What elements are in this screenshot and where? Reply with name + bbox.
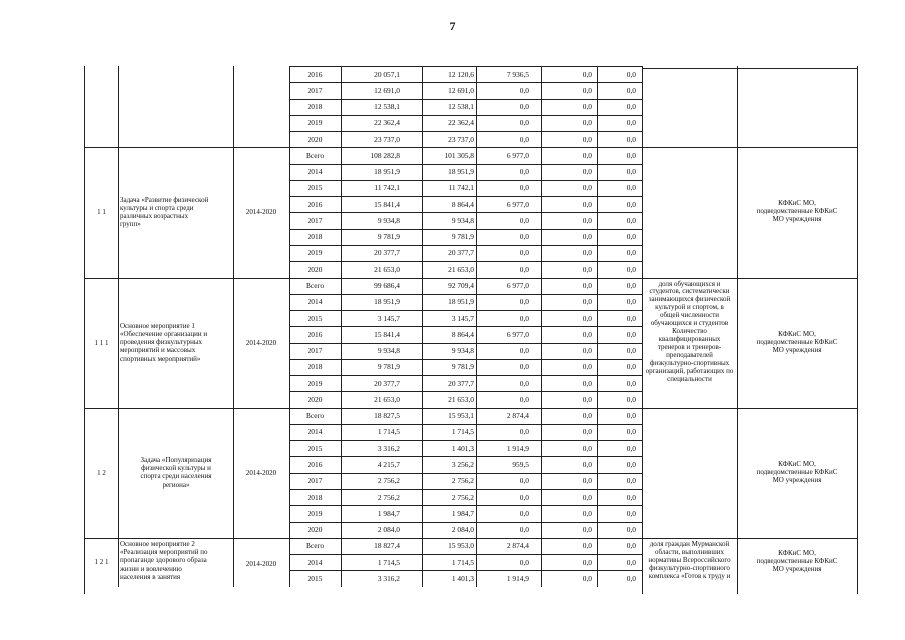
cell-regional: 22 362,4 <box>448 118 474 128</box>
row-divider <box>289 554 642 555</box>
row-divider <box>289 359 642 360</box>
cell-federal: 959,5 <box>512 459 529 469</box>
cell-total: 1 984,7 <box>377 508 400 518</box>
cell-federal: 6 977,0 <box>506 199 529 209</box>
cell-regional: 8 864,4 <box>451 199 474 209</box>
row-divider <box>289 522 642 523</box>
cell-year: 2016 <box>307 329 323 339</box>
cell-total: 3 145,7 <box>377 313 400 323</box>
cell-year: 2019 <box>307 508 323 518</box>
row-divider <box>289 424 642 425</box>
cell-other: 0,0 <box>626 150 636 160</box>
cell-other: 0,0 <box>626 427 636 437</box>
row-divider <box>289 294 642 295</box>
cell-year: 2017 <box>307 476 323 486</box>
cell-local: 0,0 <box>582 215 592 225</box>
cell-local: 0,0 <box>582 167 592 177</box>
cell-regional: 21 653,0 <box>448 394 474 404</box>
cell-regional: 23 737,0 <box>448 134 474 144</box>
cell-other: 0,0 <box>626 69 636 79</box>
cell-federal: 6 977,0 <box>506 329 529 339</box>
cell-regional: 9 781,9 <box>451 362 474 372</box>
column-divider <box>118 538 119 587</box>
cell-year: 2020 <box>307 134 323 144</box>
cell-year: 2019 <box>307 378 323 388</box>
cell-year: 2014 <box>307 427 323 437</box>
row-divider <box>289 489 642 490</box>
cell-year: 2015 <box>307 313 323 323</box>
cell-total: 1 714,5 <box>377 427 400 437</box>
cell-local: 0,0 <box>582 427 592 437</box>
cell-local: 0,0 <box>582 362 592 372</box>
cell-total: 4 215,7 <box>377 459 400 469</box>
row-divider <box>289 326 642 327</box>
cell-total: 18 827,5 <box>374 411 400 421</box>
cell-local: 0,0 <box>582 476 592 486</box>
cell-regional: 9 934,8 <box>451 215 474 225</box>
cell-year: 2015 <box>307 573 323 583</box>
cell-federal: 0,0 <box>519 118 529 128</box>
column-divider <box>118 147 119 277</box>
row-divider <box>85 278 857 279</box>
cell-federal: 0,0 <box>519 215 529 225</box>
row-divider <box>289 473 642 474</box>
cell-federal: 0,0 <box>519 183 529 193</box>
row-divider <box>289 310 642 311</box>
cell-year: 2015 <box>307 183 323 193</box>
cell-total: 1 714,5 <box>377 557 400 567</box>
cell-federal: 0,0 <box>519 248 529 258</box>
cell-local: 0,0 <box>582 508 592 518</box>
item-title: Задача «Популяризация физической культуры и спорта среди населения региона» <box>140 455 212 489</box>
cell-federal: 0,0 <box>519 394 529 404</box>
cell-local: 0,0 <box>582 85 592 95</box>
item-title: Основное мероприятие 1 «Обеспечение организации и проведения физкультурных мероприятий и массовых спортивных мероприятий» <box>120 321 208 363</box>
item-code: 1 2 1 <box>94 558 109 567</box>
row-divider <box>289 164 642 165</box>
cell-federal: 1 914,9 <box>506 573 529 583</box>
budget-table <box>84 66 858 594</box>
cell-year: 2018 <box>307 492 323 502</box>
row-divider <box>289 375 642 376</box>
cell-regional: 18 951,9 <box>448 167 474 177</box>
cell-regional: 1 984,7 <box>451 508 474 518</box>
item-title: Основное мероприятие 2 «Реализация мероприятий по пропаганде здорового образа жизни и вовлечению населения в занятия <box>120 539 208 581</box>
row-divider <box>289 391 642 392</box>
cell-total: 15 841,4 <box>374 329 400 339</box>
cell-other: 0,0 <box>626 329 636 339</box>
cell-federal: 2 874,4 <box>506 541 529 551</box>
column-divider <box>118 408 119 538</box>
cell-total: 12 538,1 <box>374 102 400 112</box>
item-code: 1 1 1 <box>94 338 109 347</box>
cell-local: 0,0 <box>582 394 592 404</box>
cell-year: 2014 <box>307 167 323 177</box>
cell-local: 0,0 <box>582 573 592 583</box>
cell-other: 0,0 <box>626 411 636 421</box>
cell-federal: 0,0 <box>519 85 529 95</box>
column-divider <box>233 66 234 147</box>
row-divider <box>289 99 642 100</box>
column-divider <box>737 66 738 594</box>
cell-regional: 21 653,0 <box>448 264 474 274</box>
row-divider <box>289 570 642 571</box>
cell-other: 0,0 <box>626 525 636 535</box>
cell-year: Всего <box>305 411 325 421</box>
cell-federal: 0,0 <box>519 476 529 486</box>
row-divider <box>289 505 642 506</box>
cell-federal: 6 977,0 <box>506 150 529 160</box>
row-divider <box>289 229 642 230</box>
cell-regional: 12 120,6 <box>448 69 474 79</box>
cell-regional: 2 756,2 <box>451 492 474 502</box>
row-divider <box>289 212 642 213</box>
cell-total: 21 653,0 <box>374 264 400 274</box>
cell-year: 2020 <box>307 264 323 274</box>
cell-other: 0,0 <box>626 134 636 144</box>
cell-total: 20 057,1 <box>374 69 400 79</box>
cell-regional: 1 401,3 <box>451 573 474 583</box>
cell-local: 0,0 <box>582 492 592 502</box>
cell-regional: 92 709,4 <box>448 281 474 290</box>
page-number: 7 <box>449 19 456 33</box>
cell-other: 0,0 <box>626 378 636 388</box>
cell-total: 21 653,0 <box>374 394 400 404</box>
cell-total: 11 742,1 <box>374 183 400 193</box>
row-divider <box>289 180 642 181</box>
cell-regional: 3 256,2 <box>451 459 474 469</box>
row-divider <box>85 147 857 148</box>
cell-other: 0,0 <box>626 215 636 225</box>
cell-federal: 0,0 <box>519 492 529 502</box>
cell-federal: 0,0 <box>519 427 529 437</box>
cell-regional: 8 864,4 <box>451 329 474 339</box>
cell-regional: 1 714,5 <box>451 557 474 567</box>
cell-year: 2017 <box>307 215 323 225</box>
row-divider <box>289 261 642 262</box>
responsible-executor: КФКиС МО, подведомственные КФКиС МО учреждения <box>756 329 838 354</box>
cell-local: 0,0 <box>582 150 592 160</box>
cell-regional: 11 742,1 <box>448 183 474 193</box>
cell-federal: 0,0 <box>519 232 529 242</box>
cell-total: 20 377,7 <box>374 378 400 388</box>
target-indicator: доля граждан Мурманской области, выполнивших нормативы Всероссийского физкультурно-спортивного комплекса «Готов к труду и <box>648 539 731 580</box>
row-divider <box>289 456 642 457</box>
cell-federal: 7 936,5 <box>506 69 529 79</box>
item-code: 1 2 <box>97 468 106 477</box>
cell-other: 0,0 <box>626 118 636 128</box>
cell-federal: 0,0 <box>519 346 529 356</box>
cell-other: 0,0 <box>626 297 636 307</box>
cell-local: 0,0 <box>582 378 592 388</box>
cell-year: 2015 <box>307 443 323 453</box>
cell-year: 2016 <box>307 69 323 79</box>
cell-other: 0,0 <box>626 476 636 486</box>
cell-federal: 0,0 <box>519 167 529 177</box>
row-divider <box>289 196 642 197</box>
cell-total: 23 737,0 <box>374 134 400 144</box>
responsible-executor: КФКиС МО, подведомственные КФКиС МО учреждения <box>756 199 838 224</box>
cell-local: 0,0 <box>582 118 592 128</box>
cell-federal: 6 977,0 <box>506 281 529 290</box>
cell-year: Всего <box>305 281 325 290</box>
cell-regional: 12 538,1 <box>448 102 474 112</box>
cell-year: 2018 <box>307 102 323 112</box>
cell-other: 0,0 <box>626 443 636 453</box>
cell-other: 0,0 <box>626 232 636 242</box>
responsible-executor: КФКиС МО, подведомственные КФКиС МО учреждения <box>756 548 838 573</box>
cell-regional: 20 377,7 <box>448 378 474 388</box>
cell-regional: 15 953,0 <box>448 541 474 551</box>
cell-other: 0,0 <box>626 508 636 518</box>
cell-local: 0,0 <box>582 329 592 339</box>
row-divider <box>289 245 642 246</box>
cell-total: 9 781,9 <box>377 362 400 372</box>
cell-other: 0,0 <box>626 362 636 372</box>
cell-year: 2017 <box>307 85 323 95</box>
cell-local: 0,0 <box>582 411 592 421</box>
item-years: 2014-2020 <box>245 468 277 477</box>
cell-total: 3 316,2 <box>377 443 400 453</box>
target-indicator: доля обучающихся и студентов, систематически занимающихся физической культурой и спортом, в общей численности обучающихся и студентов Количество квалифицированных тренеров и тренеров- преподавателей физкультурно-спортивных организаций, работающих по специальности <box>645 279 734 384</box>
cell-local: 0,0 <box>582 134 592 144</box>
cell-other: 0,0 <box>626 459 636 469</box>
cell-regional: 15 953,1 <box>448 411 474 421</box>
cell-total: 2 756,2 <box>377 492 400 502</box>
cell-year: 2016 <box>307 199 323 209</box>
cell-year: 2019 <box>307 118 323 128</box>
cell-other: 0,0 <box>626 346 636 356</box>
cell-other: 0,0 <box>626 248 636 258</box>
row-divider <box>642 68 857 69</box>
cell-total: 18 827,4 <box>374 541 400 551</box>
cell-total: 9 934,8 <box>377 215 400 225</box>
cell-local: 0,0 <box>582 525 592 535</box>
cell-local: 0,0 <box>582 199 592 209</box>
cell-year: 2020 <box>307 525 323 535</box>
cell-year: 2014 <box>307 297 323 307</box>
cell-local: 0,0 <box>582 102 592 112</box>
cell-federal: 1 914,9 <box>506 443 529 453</box>
cell-year: 2016 <box>307 459 323 469</box>
cell-federal: 2 874,4 <box>506 411 529 421</box>
responsible-executor: КФКиС МО, подведомственные КФКиС МО учреждения <box>756 459 838 484</box>
cell-total: 12 691,0 <box>374 85 400 95</box>
cell-other: 0,0 <box>626 492 636 502</box>
cell-local: 0,0 <box>582 459 592 469</box>
column-divider <box>118 66 119 147</box>
cell-total: 99 686,4 <box>374 281 400 290</box>
cell-total: 9 934,8 <box>377 346 400 356</box>
cell-regional: 18 951,9 <box>448 297 474 307</box>
row-divider <box>289 440 642 441</box>
row-divider <box>289 115 642 116</box>
cell-other: 0,0 <box>626 541 636 551</box>
cell-regional: 1 714,5 <box>451 427 474 437</box>
cell-total: 18 951,9 <box>374 297 400 307</box>
cell-total: 108 282,8 <box>370 150 400 160</box>
cell-federal: 0,0 <box>519 264 529 274</box>
cell-local: 0,0 <box>582 541 592 551</box>
cell-local: 0,0 <box>582 281 592 290</box>
cell-year: 2018 <box>307 362 323 372</box>
row-divider <box>85 538 857 539</box>
column-divider <box>642 66 643 594</box>
cell-other: 0,0 <box>626 183 636 193</box>
cell-total: 15 841,4 <box>374 199 400 209</box>
cell-year: Всего <box>305 150 325 160</box>
cell-federal: 0,0 <box>519 102 529 112</box>
cell-federal: 0,0 <box>519 134 529 144</box>
cell-local: 0,0 <box>582 248 592 258</box>
row-divider <box>289 131 642 132</box>
cell-other: 0,0 <box>626 573 636 583</box>
cell-year: 2018 <box>307 232 323 242</box>
cell-total: 2 756,2 <box>377 476 400 486</box>
cell-local: 0,0 <box>582 346 592 356</box>
cell-other: 0,0 <box>626 557 636 567</box>
cell-regional: 9 934,8 <box>451 346 474 356</box>
cell-total: 18 951,9 <box>374 167 400 177</box>
cell-local: 0,0 <box>582 69 592 79</box>
cell-regional: 101 305,8 <box>444 150 474 160</box>
cell-year: 2020 <box>307 394 323 404</box>
cell-other: 0,0 <box>626 264 636 274</box>
cell-federal: 0,0 <box>519 508 529 518</box>
cell-year: Всего <box>305 541 325 551</box>
cell-local: 0,0 <box>582 443 592 453</box>
item-title: Задача «Развитие физической культуры и спорта среди различных возрастных групп» <box>120 195 209 229</box>
cell-federal: 0,0 <box>519 525 529 535</box>
cell-regional: 3 145,7 <box>451 313 474 323</box>
cell-regional: 1 401,3 <box>451 443 474 453</box>
cell-regional: 12 691,0 <box>448 85 474 95</box>
cell-other: 0,0 <box>626 167 636 177</box>
cell-federal: 0,0 <box>519 313 529 323</box>
cell-regional: 2 756,2 <box>451 476 474 486</box>
cell-federal: 0,0 <box>519 378 529 388</box>
cell-other: 0,0 <box>626 102 636 112</box>
cell-other: 0,0 <box>626 313 636 323</box>
cell-total: 22 362,4 <box>374 118 400 128</box>
cell-regional: 9 781,9 <box>451 232 474 242</box>
cell-other: 0,0 <box>626 394 636 404</box>
item-years: 2014-2020 <box>245 338 277 347</box>
cell-year: 2017 <box>307 346 323 356</box>
row-divider <box>289 343 642 344</box>
cell-other: 0,0 <box>626 199 636 209</box>
cell-local: 0,0 <box>582 557 592 567</box>
cell-other: 0,0 <box>626 85 636 95</box>
cell-local: 0,0 <box>582 232 592 242</box>
cell-federal: 0,0 <box>519 557 529 567</box>
item-code: 1 1 <box>97 208 106 217</box>
cell-local: 0,0 <box>582 313 592 323</box>
cell-local: 0,0 <box>582 183 592 193</box>
cell-regional: 2 084,0 <box>451 525 474 535</box>
cell-total: 3 316,2 <box>377 573 400 583</box>
cell-regional: 20 377,7 <box>448 248 474 258</box>
cell-year: 2019 <box>307 248 323 258</box>
item-years: 2014-2020 <box>245 208 277 217</box>
cell-local: 0,0 <box>582 297 592 307</box>
cell-total: 20 377,7 <box>374 248 400 258</box>
column-divider <box>118 278 119 408</box>
cell-federal: 0,0 <box>519 362 529 372</box>
cell-total: 9 781,9 <box>377 232 400 242</box>
cell-local: 0,0 <box>582 264 592 274</box>
row-divider <box>289 82 642 83</box>
cell-other: 0,0 <box>626 281 636 290</box>
row-divider <box>289 66 642 67</box>
cell-year: 2014 <box>307 557 323 567</box>
item-years: 2014-2020 <box>245 559 277 568</box>
cell-total: 2 084,0 <box>377 525 400 535</box>
cell-federal: 0,0 <box>519 297 529 307</box>
row-divider <box>85 408 857 409</box>
